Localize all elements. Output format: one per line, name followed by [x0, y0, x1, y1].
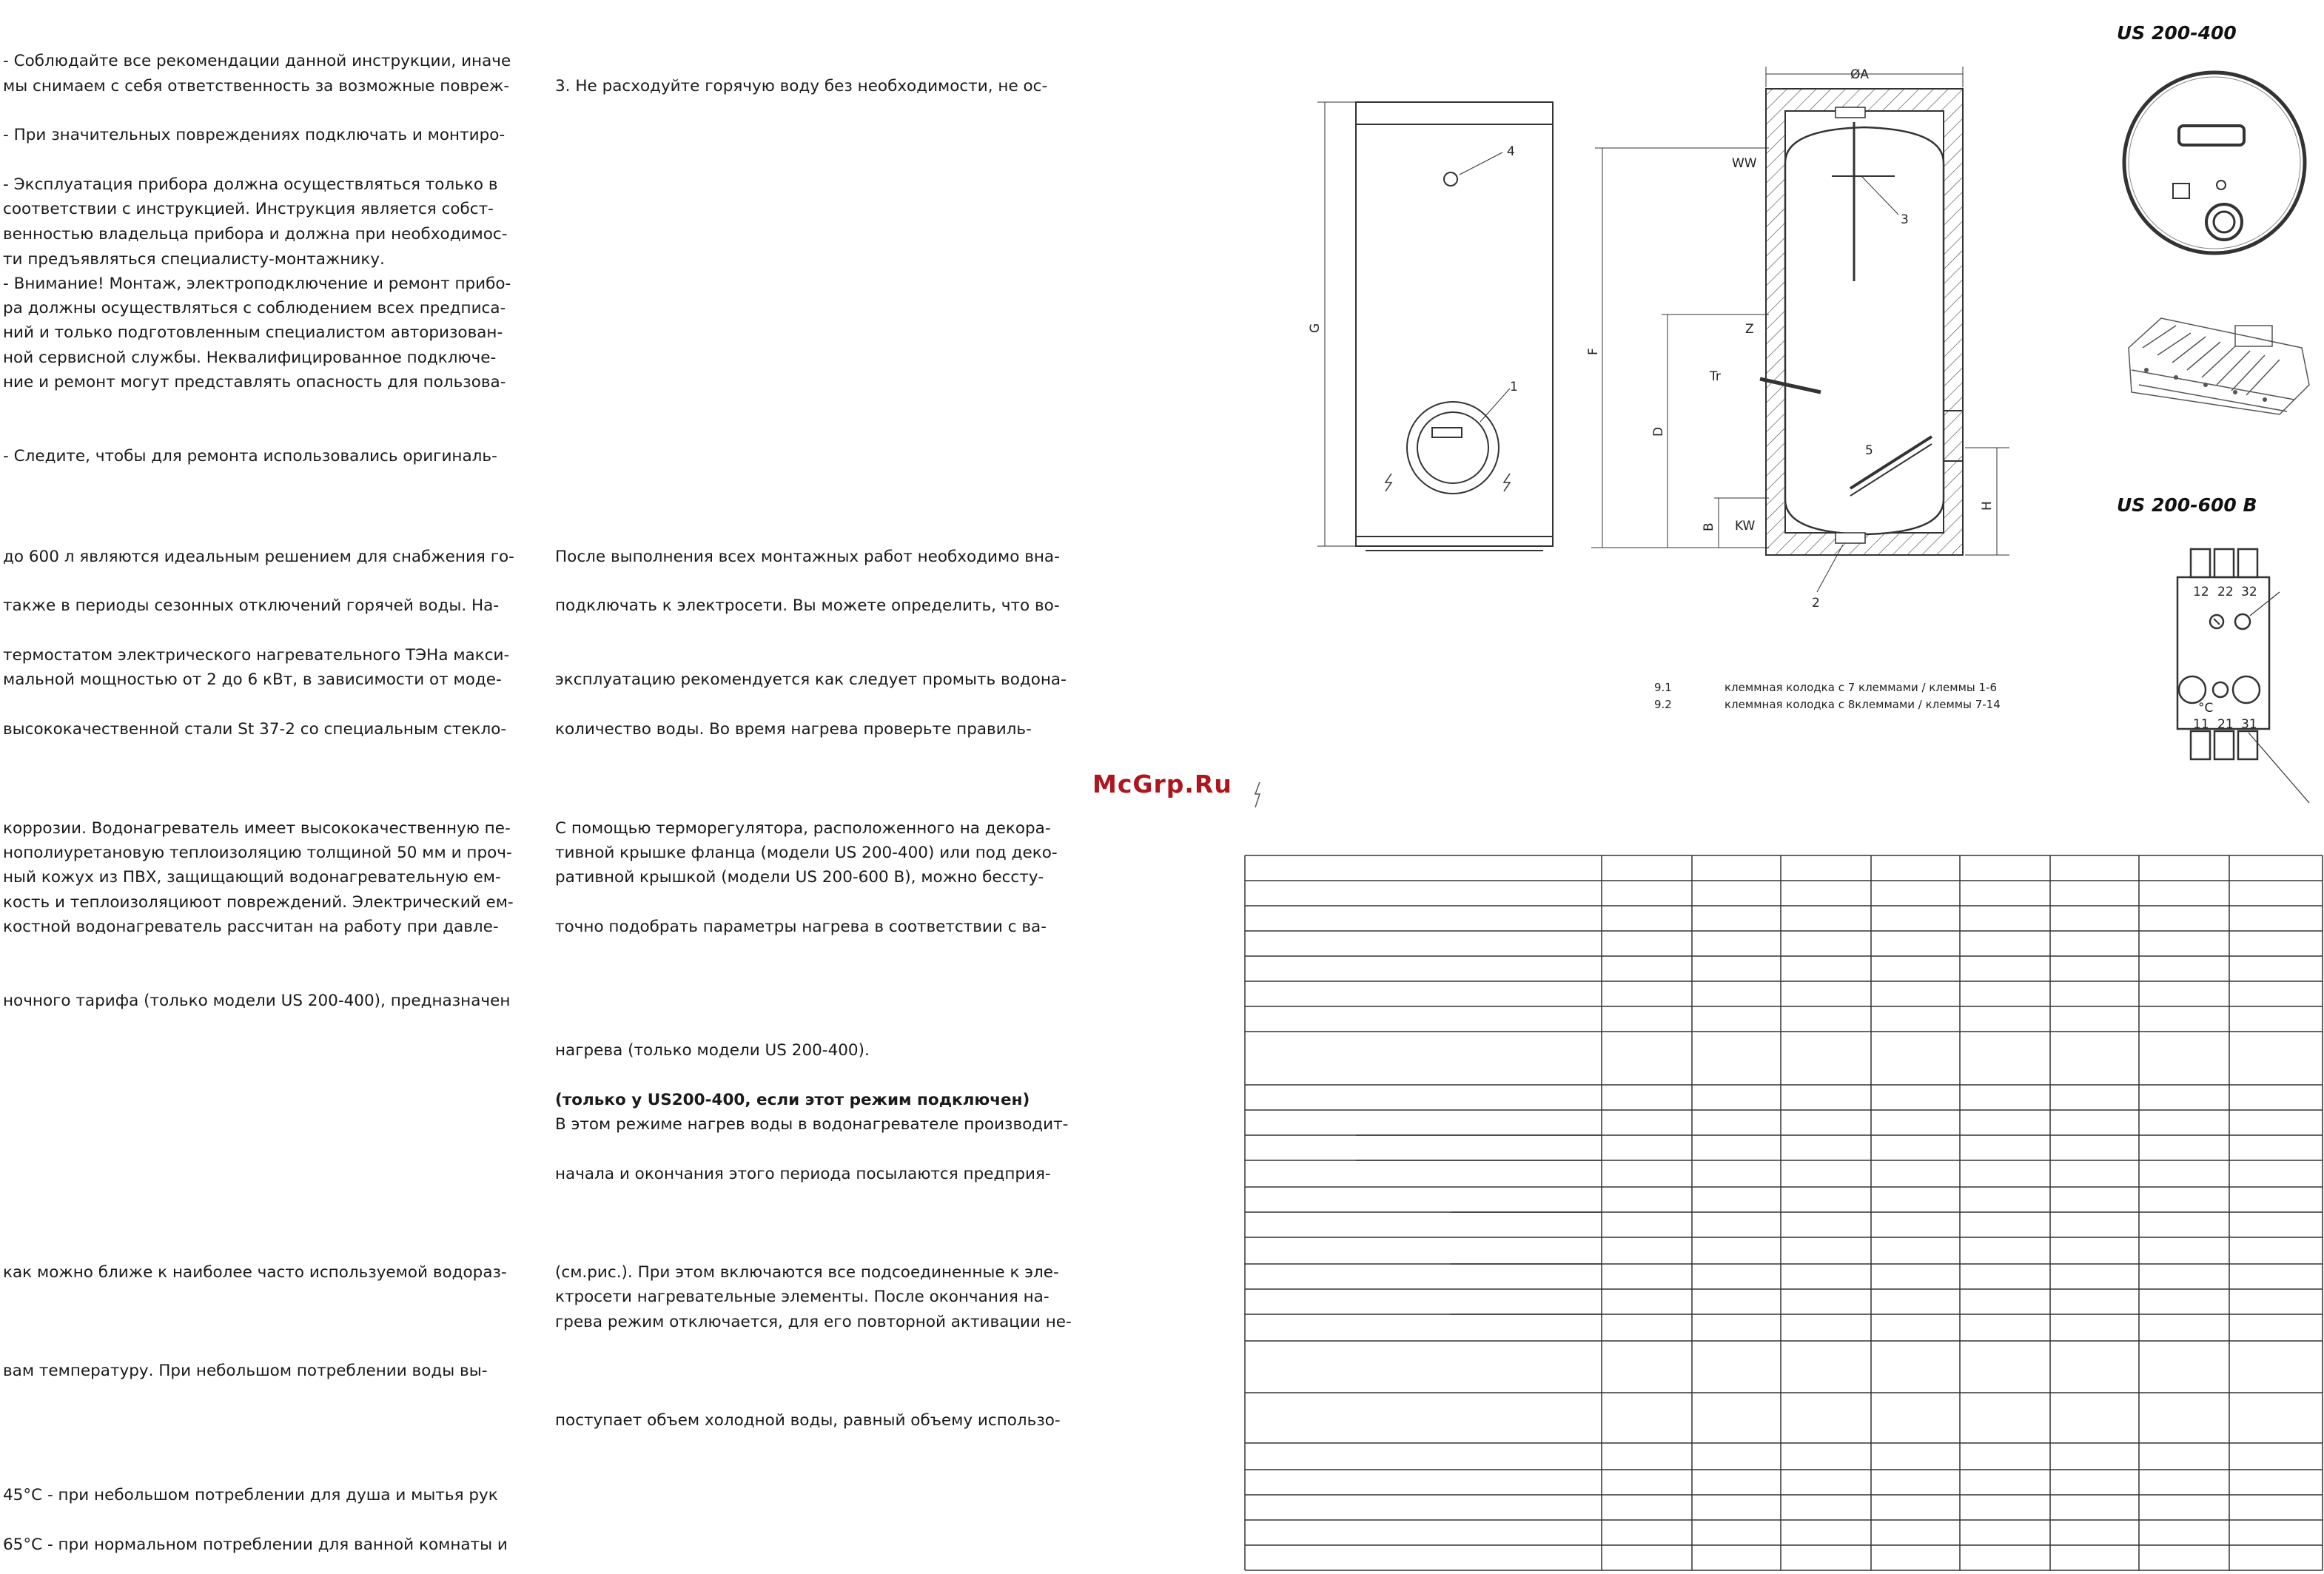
text-line: мы снимаем с себя ответственность за возможные повреж- [3, 77, 510, 95]
conn-tr-label: Tr [1710, 369, 1721, 384]
legend-num: 9.2 [1654, 698, 1672, 711]
text-line: соответствии с инструкцией. Инструкция является собст- [3, 200, 494, 218]
legend-text: клеммная колодка с 7 клеммами / клеммы 1-6 [1724, 681, 1997, 694]
watermark: McGrp.Ru [1092, 770, 1232, 798]
control-panel-round [2117, 56, 2324, 559]
lightning-icon [1251, 781, 1266, 810]
dim-f-label: F [1586, 348, 1601, 355]
text-line: ктросети нагревательные элементы. После окончания на- [555, 1288, 1050, 1306]
text-line: высококачественной стали St 37-2 со специальным стекло- [3, 720, 507, 739]
thermostat-top-22: 22 [2217, 585, 2234, 599]
text-line: поступает объем холодной воды, равный объему использо- [555, 1411, 1061, 1430]
water-heater-diagram [1303, 52, 2013, 629]
text-line: точно подобрать параметры нагрева в соответствии с ва- [555, 918, 1047, 936]
diameter-label: ØA [1850, 67, 1870, 82]
text-line: - Эксплуатация прибора должна осуществляться только в [3, 175, 498, 194]
section-view [1591, 67, 2009, 592]
text-line: 3. Не расходуйте горячую воду без необходимости, не ос- [555, 77, 1048, 95]
thermostat-top-12: 12 [2193, 585, 2209, 599]
text-line: - При значительных повреждениях подключать и монтиро- [3, 126, 506, 144]
thermostat-unit: °C [2198, 701, 2214, 716]
text-line: ра должны осуществляться с соблюдением всех предписа- [3, 299, 506, 317]
text-line: тивной крышке фланца (модели US 200-400) или под деко- [555, 844, 1058, 862]
text-line: нагрева (только модели US 200-400). [555, 1041, 870, 1060]
front-view [1317, 102, 1553, 551]
left-text-column [3, 0, 521, 1574]
text-line: как можно ближе к наиболее часто используемой водораз- [3, 1263, 507, 1282]
text-line: до 600 л являются идеальным решением для снабжения го- [3, 548, 514, 566]
callout-5: 5 [1865, 443, 1873, 458]
text-line: коррозии. Водонагреватель имеет высококачественную пе- [3, 819, 511, 838]
text-line: 45°C - при небольшом потреблении для душа и мытья рук [3, 1486, 498, 1504]
legend-row [1654, 681, 1997, 694]
text-line: мальной мощностью от 2 до 6 кВт, в зависимости от моде- [3, 670, 502, 689]
dim-h-label: H [1980, 501, 1995, 511]
text-line-bold: (только у US200-400, если этот режим подключен) [555, 1091, 1030, 1109]
text-line: - Внимание! Монтаж, электроподключение и ремонт прибо- [3, 275, 511, 293]
callout-1: 1 [1510, 380, 1518, 394]
legend-text: клеммная колодка с 8клеммами / клеммы 7-14 [1724, 698, 2001, 711]
text-line: (см.рис.). При этом включаются все подсоединенные к эле- [555, 1263, 1059, 1282]
model-label-bottom: US 200-600 B [2117, 494, 2257, 516]
text-line: После выполнения всех монтажных работ необходимо вна- [555, 548, 1060, 566]
callout-4: 4 [1507, 144, 1515, 159]
text-line: С помощью терморегулятора, расположенного на декора- [555, 819, 1051, 838]
text-line: нополиуретановую теплоизоляцию толщиной 50 мм и проч- [3, 844, 512, 862]
thermostat-bottom-21: 21 [2217, 717, 2234, 732]
text-line: вам температуру. При небольшом потреблении воды вы- [3, 1362, 488, 1380]
right-text-column [555, 0, 1073, 1574]
text-line: ние и ремонт могут представлять опасность для пользова- [3, 373, 506, 391]
text-line: кость и теплоизоляциюот повреждений. Электрический ем- [3, 893, 514, 912]
conn-kw-label: KW [1735, 519, 1756, 534]
text-line: ний и только подготовленным специалистом авторизован- [3, 323, 503, 342]
conn-z-label: Z [1745, 322, 1754, 337]
text-line: 65°C - при нормальном потреблении для ванной комнаты и [3, 1536, 508, 1554]
technical-data-table [1243, 851, 2324, 1573]
text-line: ночного тарифа (только модели US 200-400), предназначен [3, 992, 511, 1010]
text-line: - Следите, чтобы для ремонта использовались оригиналь- [3, 447, 497, 465]
text-line: термостатом электрического нагревательного ТЭНа макси- [3, 646, 510, 665]
callout-3: 3 [1901, 212, 1909, 227]
callout-2: 2 [1812, 596, 1820, 611]
legend-num: 9.1 [1654, 681, 1672, 694]
thermostat-bottom-11: 11 [2193, 717, 2209, 732]
text-line: эксплуатацию рекомендуется как следует промыть водона- [555, 670, 1067, 689]
dim-g-label: G [1308, 323, 1323, 333]
legend-row [1654, 698, 2001, 711]
dim-d-label: D [1651, 426, 1666, 437]
text-line: ративной крышкой (модели US 200-600 B), можно бессту- [555, 868, 1044, 887]
text-line: ти предъявляться специалисту-монтажнику. [3, 250, 385, 269]
text-line: начала и окончания этого периода посылаются предприя- [555, 1165, 1051, 1183]
model-label-top: US 200-400 [2117, 22, 2237, 44]
text-line: костной водонагреватель рассчитан на работу при давле- [3, 918, 499, 936]
text-line: количество воды. Во время нагрева проверьте правиль- [555, 720, 1032, 739]
text-line: - Соблюдайте все рекомендации данной инструкции, иначе [3, 52, 511, 70]
text-line: грева режим отключается, для его повторной активации не- [555, 1313, 1072, 1331]
text-line: венностью владельца прибора и должна при необходимос- [3, 225, 508, 243]
text-line: ной сервисной службы. Неквалифицированное подключе- [3, 349, 497, 367]
thermostat-bottom-31: 31 [2241, 717, 2257, 732]
text-line: ный кожух из ПВХ, защищающий водонагревательную ем- [3, 868, 501, 887]
text-line: В этом режиме нагрев воды в водонагревателе производит- [555, 1115, 1069, 1134]
text-line: также в периоды сезонных отключений горячей воды. На- [3, 596, 500, 615]
conn-ww-label: WW [1732, 156, 1757, 171]
thermostat-top-32: 32 [2241, 585, 2257, 599]
thermostat-panel [2161, 540, 2324, 807]
dim-b-label: B [1702, 522, 1716, 531]
text-line: подключать к электросети. Вы можете определить, что во- [555, 596, 1060, 615]
